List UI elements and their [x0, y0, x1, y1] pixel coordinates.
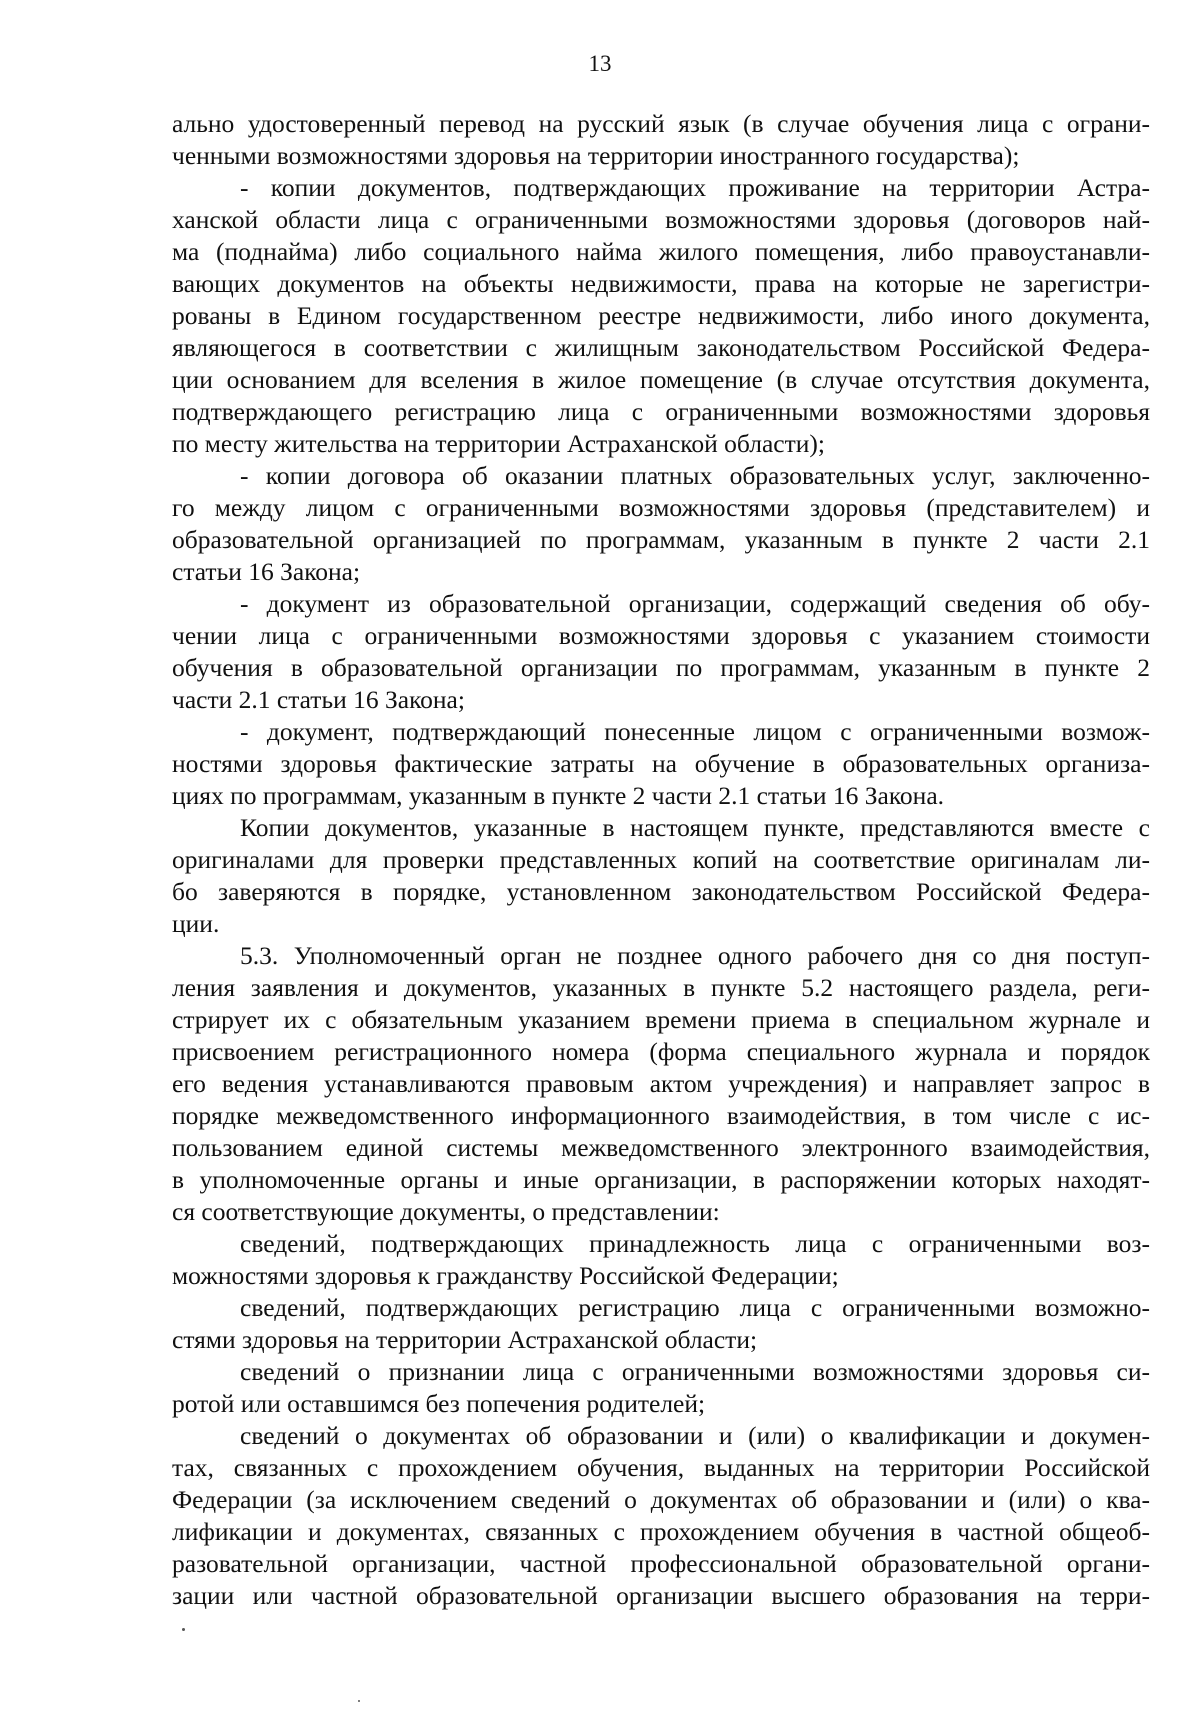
text-line: ротой или оставшимся без попечения родителей; [172, 1389, 706, 1418]
text-line: сведений, подтверждающих регистрацию лица с ограниченными возможно- [240, 1293, 1150, 1322]
text-line: можностями здоровья к гражданству Российской Федерации; [172, 1261, 839, 1290]
text-line: стями здоровья на территории Астраханской области; [172, 1325, 758, 1354]
text-line: ции. [172, 909, 220, 938]
text-line: ально удостоверенный перевод на русский язык (в случае обучения лица с ограни- [172, 109, 1150, 138]
text-line: чении лица с ограниченными возможностями здоровья с указанием стоимости [172, 621, 1150, 650]
text-line: ции основанием для вселения в жилое помещение (в случае отсутствия документа, [172, 365, 1150, 394]
text-line: являющегося в соответствии с жилищным законодательством Российской Федера- [172, 333, 1150, 362]
text-line: - копии документов, подтверждающих проживание на территории Астра- [240, 173, 1150, 202]
text-line: по месту жительства на территории Астраханской области); [172, 429, 825, 458]
text-line: ления заявления и документов, указанных в пункте 5.2 настоящего раздела, реги- [172, 973, 1150, 1002]
text-line: Копии документов, указанные в настоящем пункте, представляются вместе с [240, 813, 1150, 842]
text-line: части 2.1 статьи 16 Закона; [172, 685, 465, 714]
text-line: - документ, подтверждающий понесенные лицом с ограниченными возмож- [240, 717, 1150, 746]
text-line: образовательной организацией по программам, указанным в пункте 2 части 2.1 [172, 525, 1150, 554]
page-body [172, 108, 1150, 1612]
text-line: сведений, подтверждающих принадлежность лица с ограниченными воз- [240, 1229, 1150, 1258]
text-line: его ведения устанавливаются правовым актом учреждения) и направляет запрос в [172, 1069, 1150, 1098]
text-line: обучения в образовательной организации по программам, указанным в пункте 2 [172, 653, 1150, 682]
scan-speck [182, 1628, 185, 1631]
text-line: го между лицом с ограниченными возможностями здоровья (представителем) и [172, 493, 1150, 522]
text-line: статьи 16 Закона; [172, 557, 361, 586]
text-line: присвоением регистрационного номера (форма специального журнала и порядок [172, 1037, 1150, 1066]
text-line: зации или частной образовательной организации высшего образования на терри- [172, 1581, 1150, 1610]
text-line: лификации и документах, связанных с прохождением обучения в частной общеоб- [172, 1517, 1150, 1546]
text-line: разовательной организации, частной профессиональной образовательной органи- [172, 1549, 1150, 1578]
text-line: ченными возможностями здоровья на территории иностранного государства); [172, 141, 1020, 170]
text-line: - документ из образовательной организации, содержащий сведения об обу- [240, 589, 1150, 618]
text-line: пользованием единой системы межведомственного электронного взаимодействия, [172, 1133, 1150, 1162]
text-line: 5.3. Уполномоченный орган не позднее одного рабочего дня со дня поступ- [240, 941, 1150, 970]
text-line: ностями здоровья фактические затраты на обучение в образовательных организа- [172, 749, 1150, 778]
text-line: сведений о признании лица с ограниченными возможностями здоровья си- [240, 1357, 1150, 1386]
text-line: в уполномоченные органы и иные организации, в распоряжении которых находят- [172, 1165, 1150, 1194]
text-line: бо заверяются в порядке, установленном законодательством Российской Федера- [172, 877, 1150, 906]
text-line: ся соответствующие документы, о представлении: [172, 1197, 720, 1226]
scan-speck [358, 1700, 360, 1702]
text-line: циях по программам, указанным в пункте 2 части 2.1 статьи 16 Закона. [172, 781, 945, 810]
text-line: сведений о документах об образовании и (или) о квалификации и докумен- [240, 1421, 1150, 1450]
text-line: - копии договора об оказании платных образовательных услуг, заключенно- [240, 461, 1150, 490]
text-line: оригиналами для проверки представленных копий на соответствие оригиналам ли- [172, 845, 1150, 874]
text-line: стрирует их с обязательным указанием времени приема в специальном журнале и [172, 1005, 1150, 1034]
text-line: тах, связанных с прохождением обучения, выданных на территории Российской [172, 1453, 1150, 1482]
text-line: подтверждающего регистрацию лица с ограниченными возможностями здоровья [172, 397, 1150, 426]
text-line: ма (поднайма) либо социального найма жилого помещения, либо правоустанавли- [172, 237, 1150, 266]
text-line: Федерации (за исключением сведений о документах об образовании и (или) о ква- [172, 1485, 1150, 1514]
text-line: порядке межведомственного информационного взаимодействия, в том числе с ис- [172, 1101, 1150, 1130]
text-line: ханской области лица с ограниченными возможностями здоровья (договоров най- [172, 205, 1150, 234]
text-line: рованы в Едином государственном реестре недвижимости, либо иного документа, [172, 301, 1150, 330]
text-line: вающих документов на объекты недвижимости, права на которые не зарегистри- [172, 269, 1150, 298]
page-number: 13 [588, 51, 612, 76]
